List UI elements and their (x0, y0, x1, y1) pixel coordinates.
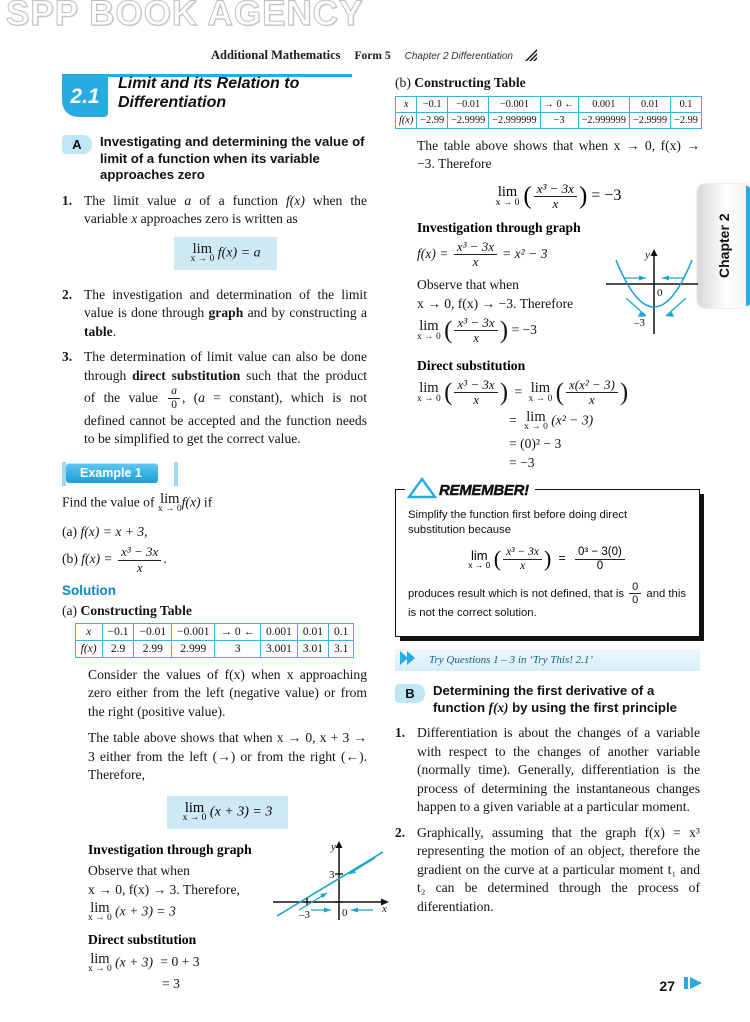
direct-sub-line-4-b: = −3 (509, 455, 535, 471)
table-part-b (395, 96, 702, 129)
list-item-number: 2. (62, 286, 73, 302)
example-part-b: (b) f(x) = $\frac{\text{x³ − 3x}}{x}$ . (62, 544, 167, 575)
list-item (62, 348, 367, 449)
graph-parabola (602, 242, 710, 338)
table-cell: 0.1 (671, 96, 702, 112)
running-header (0, 46, 750, 67)
direct-sub-line-2-b: = lim x → 0 (x² − 3) (509, 408, 594, 433)
table-row (396, 96, 702, 112)
constant-note: (a = constant) (193, 389, 280, 405)
formula-limit-b-result: lim x → 0 ( $\frac{\text{x³ − 3x}}{x}$ ) = −3 (495, 180, 622, 212)
table-cell: 3 (215, 640, 261, 657)
example-tick-right (174, 462, 178, 486)
chapter-tab-label: Chapter 2 (716, 213, 732, 279)
table-cell: −2.9999 (629, 112, 670, 128)
table-cell: −0.01 (448, 96, 489, 112)
remember-label: REMEMBER! (439, 481, 529, 499)
graph-tick-yneg3: –3 (634, 316, 645, 329)
subsection-a (62, 134, 367, 184)
part-a-heading: (a) Constructing Table (62, 603, 192, 619)
list-item (395, 724, 700, 817)
subsection-a-badge: A (62, 135, 92, 154)
table-cell: −2.999999 (578, 112, 629, 128)
direct-sub-line-2-a: = 3 (162, 975, 180, 991)
graph-axis-label-y: y (331, 840, 336, 853)
graph-result-a: lim x → 0 (x + 3) = 3 (88, 899, 176, 924)
left-column (62, 74, 387, 1001)
table-row (75, 640, 354, 657)
graph-origin-label: 0 (657, 286, 663, 299)
example-part-a: (a) f(x) = x + 3, (62, 523, 148, 539)
list-item (62, 286, 367, 342)
table-cell: −0.001 (172, 623, 215, 640)
table-row (75, 623, 354, 640)
table-cell: 3.1 (328, 640, 353, 657)
play-arrow-icon (682, 975, 704, 996)
paren-open: ( (523, 182, 532, 210)
table-cell: 3.001 (260, 640, 297, 657)
graph-origin-label: 0 (342, 906, 348, 919)
table-cell: 3.01 (297, 640, 328, 657)
direct-sub-line-1-a: lim x → 0 (x + 3) = 0 + 3 (88, 950, 200, 975)
graph-tick-y3: 3 (329, 868, 335, 881)
table-part-a (75, 623, 355, 658)
graph-heading-a: Investigation through graph (88, 841, 252, 857)
subsection-a-title: Investigating and determining the value of limit of a function when its variable approaches zero (100, 134, 365, 182)
table-row (396, 112, 702, 128)
example-prompt: Find the value of lim x → 0 f(x) if (62, 490, 213, 515)
remember-box-wrapper (395, 481, 700, 637)
remember-box (395, 489, 700, 637)
table-cell: 0.01 (297, 623, 328, 640)
formula-body: f(x) = a (217, 245, 261, 261)
table-cell: −0.001 (489, 96, 540, 112)
direct-sub-heading-b: Direct substitution (417, 357, 526, 373)
header-chapter: Chapter 2 Differentiation (404, 51, 513, 62)
graph-axis-label-y: y (645, 248, 650, 261)
part-a-para-2: The table above shows that when x → 0, x + 3 → 3 either from the left (→) or from the right (←). Therefore, (88, 730, 367, 783)
fraction-0-over-0: $\frac{0}{0}$ (629, 581, 641, 607)
table-cell: −2.99 (417, 112, 448, 128)
table-cell: −2.999999 (489, 112, 540, 128)
limit-operator: lim x → 0 (190, 240, 215, 264)
direct-sub-line-3-b: = (0)² − 3 (509, 435, 562, 451)
list-item-text: The determination of limit value can also be done through direct substitution such that the product of the value $\frac{a}{0}$ , (a = constant), which is not defined cannot be accepted and the function needs to be simplified to get the correct value. (84, 349, 368, 447)
graph-line-2-a: x → 0, f(x) → 3. Therefore, (88, 882, 240, 898)
list-item-text: Differentiation is about the changes of a variable with respect to the changes of another variable (normally time). Generally, differentiation is the process of determining the instantaneous changes happen to a given variable at a particular moment. (417, 725, 700, 815)
table-cell: 0.01 (629, 96, 670, 112)
table-cell: −3 (540, 112, 578, 128)
list-item-number: 3. (62, 349, 73, 364)
remember-line-1: Simplify the function first before doing direct substitution because (408, 508, 628, 536)
table-row-label: x (396, 96, 417, 112)
header-form: Form 5 (354, 50, 391, 62)
table-row-label: f(x) (75, 640, 102, 657)
table-cell: 0.1 (328, 623, 353, 640)
formula-limit-definition (174, 237, 276, 270)
fx-simplify-b: f(x) = $\frac{\text{x³ − 3x}}{x}$ = x² − 3 (417, 238, 548, 270)
list-item-text: The investigation and determination of the limit value is done through graph and by constructing a table. (84, 286, 367, 339)
table-cell: 0.001 (578, 96, 629, 112)
list-item-number: 1. (395, 725, 406, 741)
graph-heading-b: Investigation through graph (417, 219, 581, 235)
header-book-title: Additional Mathematics (210, 48, 341, 62)
table-row-label: f(x) (396, 112, 417, 128)
try-questions-bar[interactable] (395, 649, 700, 671)
part-b-heading: (b) Constructing Table (395, 75, 526, 90)
paren-open: ( (444, 316, 453, 344)
right-points-list (395, 724, 700, 916)
list-item (62, 192, 367, 279)
graph-axis-label-x: x (382, 902, 387, 915)
table-cell: 0.001 (260, 623, 297, 640)
observe-line-2-b: x → 0, f(x) → −3. Therefore (417, 296, 574, 312)
chapter-side-tab (698, 184, 750, 308)
right-column (395, 74, 700, 923)
formula-limit-x-plus-3: lim x → 0 (x + 3) = 3 (167, 796, 289, 829)
table-cell: −2.9999 (448, 112, 489, 128)
direct-sub-line-1-b: lim x → 0 ( $\frac{\text{x³ − 3x}}{x}$ ) = lim x → 0 ( $\frac{\text{x(x² − 3)}}{x}$ ) (417, 376, 629, 408)
subsection-b-badge: B (395, 684, 425, 703)
triangle-icon (407, 477, 437, 504)
observe-result-b: lim x → 0 ( $\frac{\text{x³ − 3x}}{x}$ ) = −3 (417, 314, 537, 346)
paren-close: ) (578, 182, 588, 210)
try-questions-text: Try Questions 1 – 3 in ‘Try This! 2.1’ (429, 654, 594, 667)
table-cell: −0.1 (417, 96, 448, 112)
solution-heading: Solution (62, 583, 116, 599)
table-cell: 2.999 (172, 640, 215, 657)
left-points-list (62, 192, 367, 449)
subsection-b (395, 683, 700, 716)
remember-line-2: produces result which is not defined, that is $\frac{0}{0}$ and this is not the correct solution. (408, 580, 686, 620)
page-footer (659, 975, 704, 996)
subsection-b-title: Determining the first derivative of a function f(x) by using the first principle (433, 683, 677, 715)
section-title: Limit and its Relation to Differentiation (118, 75, 300, 111)
graph-line-1-a: Observe that when (88, 862, 190, 878)
double-chevron-icon (399, 649, 421, 672)
table-cell: 2.99 (134, 640, 172, 657)
page-number: 27 (659, 977, 675, 994)
list-item (395, 824, 700, 917)
list-item-text: The limit value a of a function f(x) when the variable x approaches zero is written as (84, 192, 367, 226)
example-badge-wrap (62, 463, 367, 485)
table-cell: 2.9 (102, 640, 134, 657)
table-cell: −0.01 (134, 623, 172, 640)
part-a-para-1: Consider the values of f(x) when x approaching zero either from the left (negative value) or from the right (positive value). (88, 666, 367, 719)
table-cell: → 0 ← (540, 96, 578, 112)
direct-sub-heading-a: Direct substitution (88, 931, 197, 947)
table-cell: −2.99 (671, 112, 702, 128)
section-number: 2.1 (62, 77, 108, 117)
signal-icon (524, 48, 539, 67)
list-item-text: Graphically, assuming that the graph f(x) = x³ representing the motion of an object, therefore the gradient on the curve at a particular moment t₁ and t₂ can be determined through the process of diferentiation. (417, 824, 700, 914)
paren-close: ) (499, 316, 509, 344)
section-header (62, 74, 367, 124)
list-item-number: 2. (395, 824, 406, 840)
observe-line-1-b: Observe that when (417, 276, 519, 292)
example-badge: Example 1 (66, 463, 158, 483)
table-row-label: x (75, 623, 102, 640)
fraction-x3-3x-over-x: $\frac{\text{x³ − 3x}}{x}$ (118, 545, 161, 575)
graph-linear (269, 838, 391, 924)
list-item-number: 1. (62, 192, 73, 208)
remember-formula: lim x → 0 ( $\frac{\text{x³ − 3x}}{x}$ ) = $\frac{\text{0³ − 3(0)}}{0}$ (468, 551, 627, 565)
remember-tag (405, 477, 535, 504)
watermark-text: SPP BOOK AGENCY (6, 0, 364, 33)
part-b-para-1: The table above shows that when x → 0, f(x) → −3. Therefore (417, 137, 700, 171)
fraction-a-over-0: $\frac{a}{0}$ (168, 385, 180, 412)
graph-tick-xneg3: –3 (299, 908, 310, 921)
table-cell: −0.1 (102, 623, 134, 640)
table-cell: → 0 ← (215, 623, 261, 640)
